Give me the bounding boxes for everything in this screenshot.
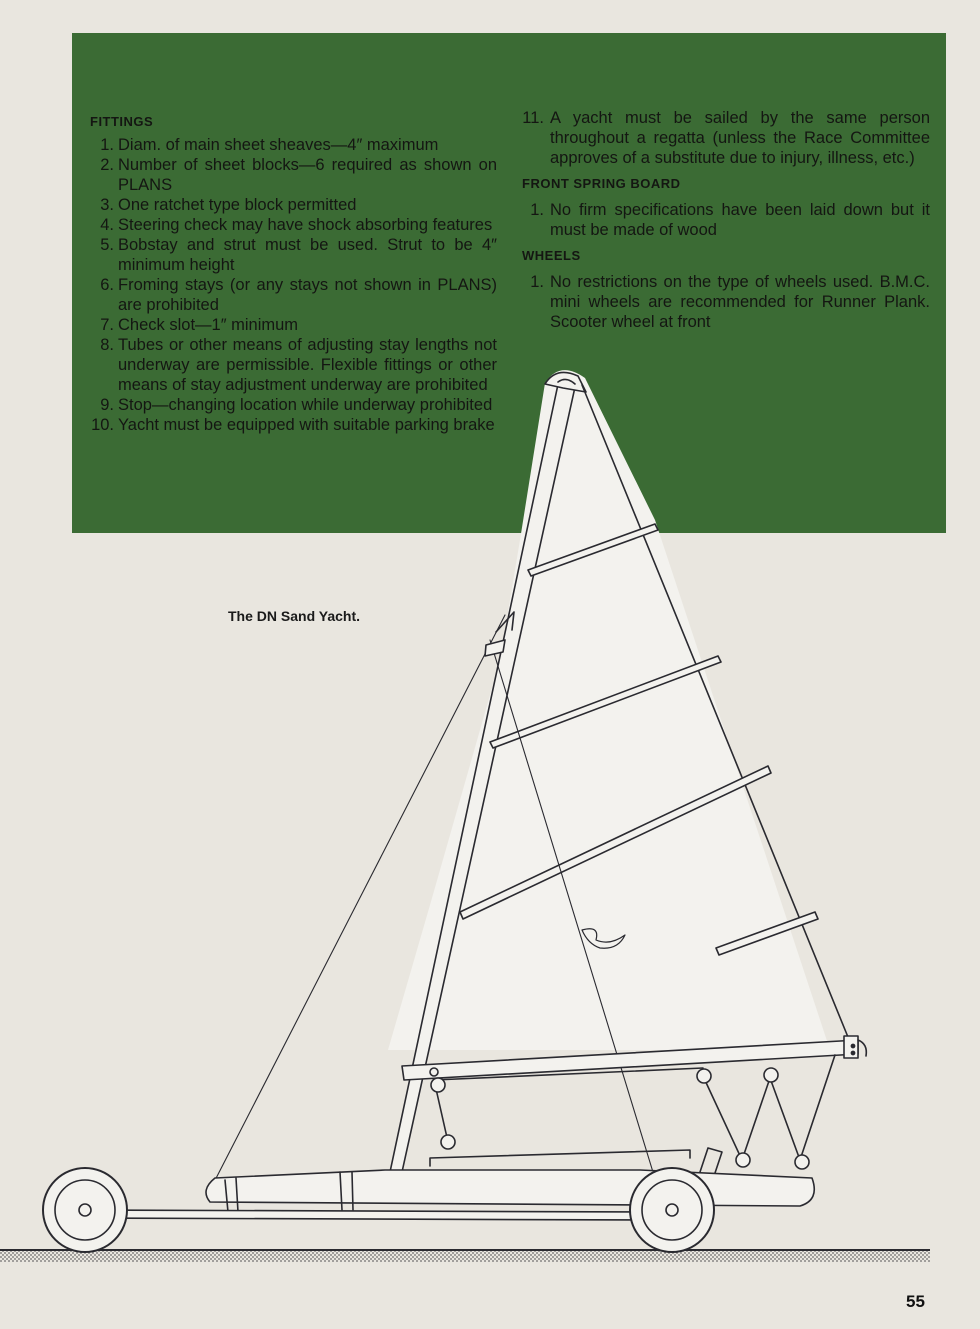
fittings-heading: FITTINGS [90,114,154,129]
item-number: 6. [100,276,114,294]
item-text: Yacht must be equipped with suitable parking brake [118,416,495,434]
sheet-block-1 [431,1078,445,1092]
list-item [82,415,497,435]
sheet-block-3 [697,1069,711,1083]
item-number: 9. [100,396,114,414]
list-item [82,155,497,195]
rules-right-column [508,108,930,334]
sheet-block-6 [795,1155,809,1169]
item-number: 1. [100,136,114,154]
figure-caption: The DN Sand Yacht. [228,608,360,624]
item-number: 1. [530,273,544,291]
item-number: 8. [100,336,114,354]
list-item [82,235,497,275]
wheels-list [508,272,930,332]
item-text: Bobstay and strut must be used. Strut to be 4″ minimum height [118,236,497,274]
sheet-block-4 [736,1153,750,1167]
list-item [82,275,497,315]
item-text: Number of sheet blocks—6 required as shown on PLANS [118,156,497,194]
wheels-heading: WHEELS [522,248,581,263]
item-text: Stop—changing location while underway prohibited [118,396,493,414]
page-number: 55 [906,1292,925,1311]
list-item [82,215,497,235]
fittings-column [82,112,497,435]
list-item [82,395,497,415]
item-number: 11. [522,109,544,127]
item-number: 1. [530,201,544,219]
list-item [82,335,497,395]
item-number: 3. [100,196,114,214]
rule-11-list [508,108,930,168]
fuselage [206,1170,814,1206]
front-spring-board [85,1210,640,1220]
sheet-block-5 [764,1068,778,1082]
item-number: 4. [100,216,114,234]
item-number: 7. [100,316,114,334]
list-item [508,108,930,168]
item-text: Check slot—1″ minimum [118,316,299,334]
list-item [82,315,497,335]
item-text: No restrictions on the type of wheels used. B.M.C. mini wheels are recommended for Runner Plank. Scooter wheel at front [550,273,930,331]
front-spring-board-list [508,200,930,240]
sheet-block-2 [441,1135,455,1149]
fittings-list [82,135,497,435]
ground-hatch [0,1250,930,1262]
item-text: One ratchet type block permitted [118,196,357,214]
item-text: Steering check may have shock absorbing features [118,216,493,234]
item-text: No firm specifications have been laid down but it must be made of wood [550,201,930,239]
list-item [508,200,930,240]
item-text: A yacht must be sailed by the same person throughout a regatta (unless the Race Committee approves of a substitute due to injury, illness, etc.) [550,109,930,167]
item-number: 2. [100,156,114,174]
list-item [82,195,497,215]
front-spring-board-heading: FRONT SPRING BOARD [522,176,681,191]
list-item [82,135,497,155]
list-item [508,272,930,332]
item-text: Tubes or other means of adjusting stay lengths not underway are permissible. Flexible fittings or other means of stay adjustment underway are prohibited [118,336,497,394]
item-text: Diam. of main sheet sheaves—4″ maximum [118,136,439,154]
item-number: 5. [100,236,114,254]
item-number: 10. [91,416,114,434]
item-text: Froming stays (or any stays not shown in PLANS) are prohibited [118,276,497,314]
